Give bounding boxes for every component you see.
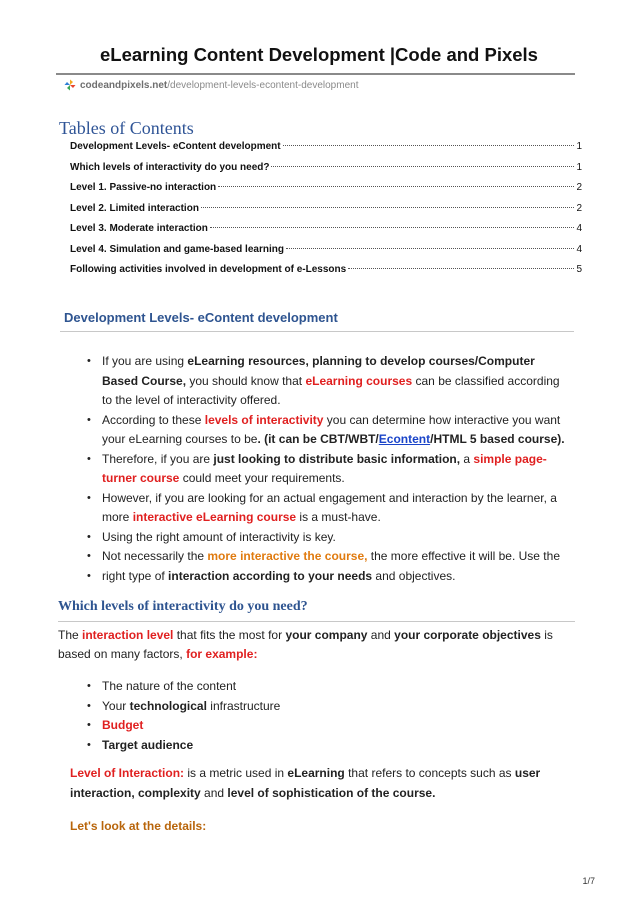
section-heading-development-levels: Development Levels- eContent development [64,310,338,325]
section-heading-interactivity: Which levels of interactivity do you need? [58,599,308,614]
toc-leader [271,166,574,167]
list-item: • Therefore, if you are just looking to distribute basic information, a simple page- turner course could meet your requirements. [86,450,566,489]
toc-entry-title: Level 2. Limited interaction [70,202,199,214]
interaction-level-paragraph: The interaction level that fits the most for your company and your corporate objectives is based on many factors, for example: [58,628,553,661]
toc-entry-title: Level 3. Moderate interaction [70,223,208,234]
list-item: • Budget [86,716,566,736]
list-item: • If you are using eLearning resources, planning to develop courses/Computer Based Course, you should know that eLearning courses can be classified according to the level of interactivity offered. [86,352,566,411]
details-callout: Let's look at the details: [70,819,207,833]
source-path: /development-levels-econtent-development [167,79,359,91]
source-url[interactable] [64,79,358,91]
level-of-interaction-paragraph: Level of Interaction: is a metric used in eLearning that refers to concepts such as user interaction, complexity and level of sophistication of the course. [70,766,541,800]
list-item: • The nature of the content [86,677,566,697]
toc-entry[interactable] [70,244,582,265]
toc-entry-page: 2 [576,202,582,214]
list-item: • However, if you are looking for an actual engagement and interaction by the learner, a more interactive eLearning course is a must-have. [86,489,566,528]
toc-entry-page: 4 [576,223,582,234]
econtent-link[interactable]: Econtent [378,432,431,446]
list-item: • According to these levels of interactivity you can determine how interactive you want your eLearning courses to be. (it can be CBT/WBT/Econtent/HTML 5 based course). [86,411,566,450]
toc-entry-page: 1 [576,161,582,173]
toc-leader [286,248,574,249]
toc-entry[interactable] [70,141,582,162]
table-of-contents [70,141,582,285]
list-item: • Your technological infrastructure [86,697,566,717]
list-item: • Using the right amount of interactivity is key. [86,528,566,548]
list-item: • Not necessarily the more interactive the course, the more effective it will be. Use the [86,547,566,567]
toc-entry[interactable] [70,203,582,224]
page-number: 1/7 [582,876,595,886]
factors-bullet-list [86,677,566,755]
toc-leader [283,145,575,146]
toc-entry[interactable] [70,162,582,183]
toc-entry[interactable] [70,264,582,285]
site-logo-icon [64,79,76,91]
list-item: • Target audience [86,736,566,756]
toc-leader [210,227,575,228]
title-divider [56,73,575,75]
toc-entry[interactable] [70,223,582,244]
toc-entry[interactable] [70,182,582,203]
toc-heading: Tables of Contents [59,118,194,138]
document-title: eLearning Content Development |Code and Pixels [100,44,538,65]
toc-entry-title: Level 1. Passive-no interaction [70,182,217,193]
toc-entry-title: Development Levels- eContent development [70,141,281,152]
toc-entry-page: 4 [576,243,582,255]
toc-leader [348,268,574,269]
toc-entry-page: 2 [576,182,582,193]
toc-entry-title: Level 4. Simulation and game-based learning [70,243,284,255]
toc-entry-title: Following activities involved in development of e-Lessons [70,264,347,275]
toc-leader [201,207,575,208]
toc-leader [218,186,574,187]
source-domain: codeandpixels.net [80,79,168,91]
toc-entry-page: 1 [576,141,582,152]
section-divider [58,621,575,622]
list-item: • right type of interaction according to your needs and objectives. [86,567,566,587]
development-bullet-list [86,352,566,586]
toc-entry-page: 5 [576,264,582,275]
section-divider [60,331,574,332]
toc-entry-title: Which levels of interactivity do you need? [70,161,270,173]
